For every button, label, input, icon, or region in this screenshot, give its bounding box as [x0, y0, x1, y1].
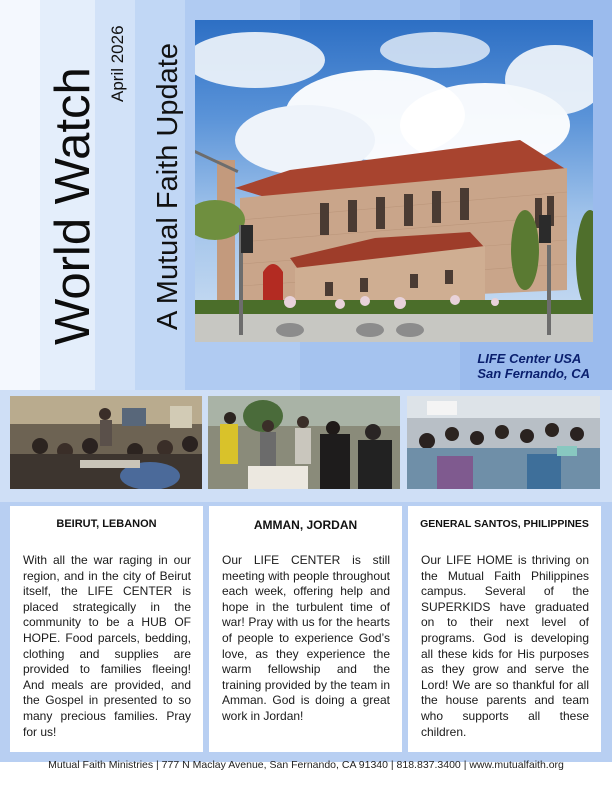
footer-contact: Mutual Faith Ministries | 777 N Maclay Avenue, San Fernando, CA 91340 | 818.837.3400 | www.mutualfaith.org	[48, 759, 564, 771]
column-heading: GENERAL SANTOS, PHILIPPINES	[420, 518, 589, 530]
photo-philippines-kids	[407, 396, 600, 489]
church-illustration	[195, 20, 593, 342]
column-body: Our LIFE HOME is thriving on the Mutual Faith Philippines campus. Several of the SUPERKIDS have graduated on to their next level of programs. God is developing all these kids for His purposes as they grow and serve the Lord! We are so thankful for all the house parents and team who supports all these children.	[421, 553, 589, 739]
column-heading: BEIRUT, LEBANON	[56, 518, 157, 530]
column-amman	[209, 506, 402, 752]
philippines-photo-illustration	[407, 396, 600, 489]
newsletter-subtitle: A Mutual Faith Update	[152, 43, 184, 330]
amman-photo-illustration	[208, 396, 400, 489]
beirut-photo-illustration	[10, 396, 202, 489]
photo-amman-group	[208, 396, 400, 489]
photo-beirut-gathering	[10, 396, 202, 489]
newsletter-title: World Watch	[46, 67, 100, 345]
column-philippines	[408, 506, 601, 752]
column-body: With all the war raging in our region, and in the city of Beirut itself, the LIFE CENTER is placed strategically in the community to be a HUB OF HOPE. Food parcels, bedding, clothing and supplies are provided to families fleeing! And meals are provided, and the Gospel in presented to so many precious families. Pray for us!	[23, 553, 191, 739]
issue-date: April 2026	[108, 25, 127, 102]
column-beirut	[10, 506, 203, 752]
column-heading: AMMAN, JORDAN	[253, 518, 358, 532]
column-body: Our LIFE CENTER is still meeting with people throughout each week, offering help and hope in the turbulent time of war! Pray with us for the hearts of people to experience God’s love, as they experience the warm fellowship and the training provided by the team in Amman. God is doing a great work in Jordan!	[222, 553, 390, 723]
caption-line-1: LIFE Center USA	[477, 351, 582, 366]
hero-caption	[477, 351, 590, 381]
hero-church-photo	[195, 20, 593, 342]
caption-line-2: San Fernando, CA	[477, 366, 590, 381]
